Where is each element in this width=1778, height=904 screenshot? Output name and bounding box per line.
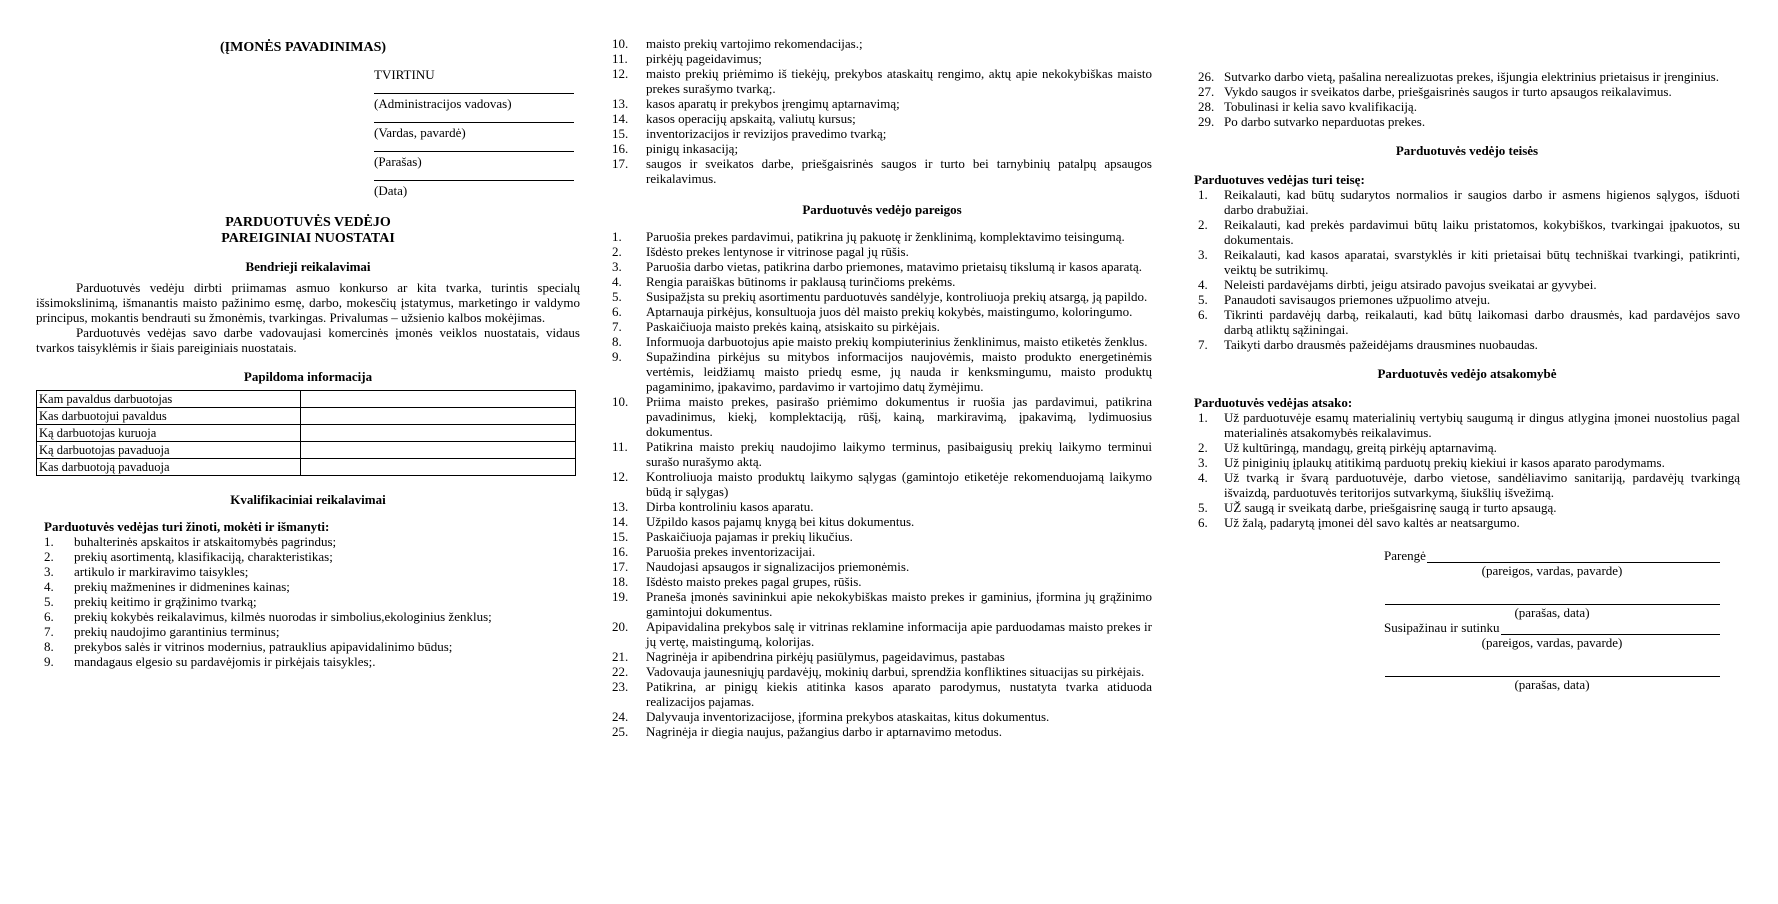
list-item-number: 3. (612, 259, 622, 274)
list-item-text: Supažindina pirkėjus su mitybos informacijos naujovėmis, maisto produkto energetinėmis vertėmis, leidžiamų maisto priedų esme, jų nauda ir kenksmingumu, maisto produktų pagaminimo, įpakavimo, pardavimo ir vartojimo datų žymėjimu. (646, 349, 1152, 394)
list-item-text: Už kultūringą, mandagų, greitą pirkėjų aptarnavimą. (1224, 440, 1497, 455)
list-item-number: 1. (44, 534, 54, 549)
list-item-text: pinigų inkasaciją; (646, 141, 739, 156)
list-item-number: 28. (1198, 99, 1215, 114)
list-item-number: 1. (612, 229, 622, 244)
list-item-text: pirkėjų pageidavimus; (646, 51, 762, 66)
list-item-text: Vykdo saugos ir sveikatos darbe, priešgaisrinės saugos ir turto apsaugos reikalavimus. (1224, 84, 1672, 99)
list-item-number: 1. (1198, 187, 1208, 202)
signature-line (1384, 662, 1720, 677)
qualification-list-continued (612, 36, 1152, 186)
list-item-text: Taikyti darbo drausmės pažeidėjams drausmines nuobaudas. (1224, 337, 1538, 352)
list-item-text: Sutvarko darbo vietą, pašalina nerealizuotas prekes, išjungia elektrinius prietaisus ir įrenginius. (1224, 69, 1719, 84)
table-row (37, 442, 576, 459)
table-cell-empty (301, 459, 576, 476)
additional-info-table (36, 390, 576, 476)
list-item-text: Reikalauti, kad kasos aparatai, svarstyklės ir kiti prietaisai būtų techniškai tvarkingi, patikrinti, veiktų be sutrikimų. (1224, 247, 1740, 277)
list-item-number: 4. (44, 579, 54, 594)
list-item (612, 574, 1152, 589)
list-item-number: 8. (44, 639, 54, 654)
list-item (612, 529, 1152, 544)
list-item (36, 594, 580, 609)
rights-subheading: Parduotuves vedėjas turi teisę: (1194, 172, 1365, 187)
list-item (612, 244, 1152, 259)
signature-line-acquainted (1384, 620, 1720, 635)
list-item-number: 10. (612, 36, 629, 51)
list-item-text: prekybos salės ir vitrinos modernius, patrauklius apipavidalinimo būdus; (74, 639, 453, 654)
list-item (1194, 247, 1740, 277)
list-item (612, 649, 1152, 664)
list-item-number: 4. (612, 274, 622, 289)
list-item-text: Nagrinėja ir diegia naujus, pažangius darbo ir aptarnavimo metodus. (646, 724, 1002, 739)
list-item (612, 724, 1152, 739)
list-item-number: 24. (612, 709, 629, 724)
column-2 (612, 36, 1152, 739)
list-item-number: 5. (1198, 292, 1208, 307)
list-item-text: Rengia paraiškas būtinoms ir paklausą turinčioms prekėms. (646, 274, 956, 289)
list-item (612, 319, 1152, 334)
list-item-number: 14. (612, 111, 629, 126)
list-item-number: 14. (612, 514, 629, 529)
list-item-text: Aptarnauja pirkėjus, konsultuoja juos dėl maisto prekių kokybės, maistingumo, koloringumo. (646, 304, 1133, 319)
title-line: PARDUOTUVĖS VEDĖJO (225, 215, 391, 230)
list-item-number: 5. (1198, 500, 1208, 515)
list-item (612, 439, 1152, 469)
list-item (612, 289, 1152, 304)
list-item-text: Dalyvauja inventorizacijose, įformina prekybos ataskaitas, kitus dokumentus. (646, 709, 1050, 724)
list-item-number: 5. (612, 289, 622, 304)
list-item-text: Išdėsto maisto prekes pagal grupes, rūšis. (646, 574, 862, 589)
list-item-number: 2. (1198, 440, 1208, 455)
prepared-label: Parengė (1384, 548, 1426, 563)
general-paragraph-1: Parduotuvės vedėju dirbti priimamas asmuo konkurso ar kita tvarka, turintis specialų išsimokslinimą, išmanantis maisto pažinimo esmę, darbo, mokesčių įstatymus, marketingo ir valdymo principus, mokantis bendrauti su žmonėmis, tvarkingas. Privalumas – užsienio kalbos mokėjimas. (36, 280, 580, 325)
signature-line-prepared (1384, 548, 1720, 563)
list-item-text: artikulo ir markiravimo taisykles; (74, 564, 249, 579)
list-item (612, 664, 1152, 679)
list-item-number: 11. (612, 51, 628, 66)
table-cell: Kas darbuotojui pavaldus (37, 408, 301, 425)
signature-caption: (parašas, data) (1514, 677, 1590, 692)
list-item (1194, 84, 1740, 99)
list-item-number: 12. (612, 469, 629, 484)
list-item (612, 96, 1152, 111)
list-item (36, 564, 580, 579)
list-item-number: 8. (612, 334, 622, 349)
approve-label: TVIRTINU (374, 67, 435, 82)
list-item (1194, 337, 1740, 352)
list-item-number: 16. (612, 141, 629, 156)
list-item-text: Už tvarką ir švarą parduotuvėje, darbo vietose, sandėliavimo sanitariją, pardavėjų tvarkingą išvaizdą, parduotuvės teritorijos sutvarkymą, šiukšlių išvežimą. (1224, 470, 1740, 500)
table-cell: Kam pavaldus darbuotojas (37, 391, 301, 408)
list-item-text: saugos ir sveikatos darbe, priešgaisrinės saugos ir turto bei tarnybinių patalpų apsaugos reikalavimus. (646, 156, 1152, 186)
list-item (36, 609, 580, 624)
list-item-number: 13. (612, 499, 629, 514)
table-cell-empty (301, 391, 576, 408)
signature-caption: (pareigos, vardas, pavarde) (1481, 635, 1623, 650)
list-item (612, 679, 1152, 709)
approval-field: (Data) (374, 180, 574, 199)
list-item-text: Paruošia darbo vietas, patikrina darbo priemones, matavimo prietaisų tikslumą ir kasos aparatą. (646, 259, 1143, 274)
section-heading-duties: Parduotuvės vedėjo pareigos (802, 202, 962, 217)
list-item-text: Susipažįsta su prekių asortimentu parduotuvės sandėlyje, kontroliuoja prekių atsargą, ją papildo. (646, 289, 1148, 304)
list-item-number: 23. (612, 679, 629, 694)
list-item (1194, 114, 1740, 129)
list-item-number: 19. (612, 589, 629, 604)
list-item (612, 709, 1152, 724)
table-cell: Kas darbuotoją pavaduoja (37, 459, 301, 476)
table-row (37, 391, 576, 408)
list-item (1194, 307, 1740, 337)
signature-caption: (parašas, data) (1514, 605, 1590, 620)
list-item-text: Tobulinasi ir kelia savo kvalifikaciją. (1224, 99, 1417, 114)
list-item-number: 12. (612, 66, 629, 81)
list-item (612, 66, 1152, 96)
list-item (612, 559, 1152, 574)
list-item-text: Panaudoti savisaugos priemones užpuolimo atveju. (1224, 292, 1491, 307)
list-item-number: 6. (1198, 515, 1208, 530)
column-3 (1194, 69, 1740, 692)
list-item-text: Patikrina maisto prekių naudojimo laikymo terminus, pasibaigusių prekių laikymo terminui surašo nurašymo aktą. (646, 439, 1152, 469)
list-item-text: Paruošia prekes inventorizacijai. (646, 544, 816, 559)
list-item (612, 141, 1152, 156)
list-item-text: maisto prekių priėmimo iš tiekėjų, prekybos ataskaitų rengimo, aktų apie nekokybiškas maisto prekes surašymo tvarką;. (646, 66, 1152, 96)
list-item (36, 534, 580, 549)
list-item-text: Vadovauja jaunesniųjų pardavėjų, mokinių darbui, sprendžia konfliktines situacijas su pirkėjais. (646, 664, 1145, 679)
list-item-text: Nagrinėja ir apibendrina pirkėjų pasiūlymus, pageidavimus, pastabas (646, 649, 1005, 664)
list-item (612, 51, 1152, 66)
list-item-number: 3. (1198, 247, 1208, 262)
list-item (1194, 500, 1740, 515)
document-title (36, 215, 580, 247)
approval-field: (Vardas, pavardė) (374, 122, 574, 141)
list-item-number: 27. (1198, 84, 1215, 99)
list-item (36, 639, 580, 654)
approval-block (374, 67, 574, 199)
table-cell: Ką darbuotojas pavaduoja (37, 442, 301, 459)
table-cell-empty (301, 425, 576, 442)
list-item-text: Kontroliuoja maisto produktų laikymo sąlygas (gamintojo etiketėje rekomenduojamą laikymo būdą ir sąlygas) (646, 469, 1152, 499)
list-item-text: Patikrina, ar pinigų kiekis atitinka kasos aparato parodymus, nustatyta tvarka atiduoda realizacijos pajamas. (646, 679, 1152, 709)
list-item-number: 10. (612, 394, 629, 409)
list-item-number: 13. (612, 96, 629, 111)
duties-list-continued (1194, 69, 1740, 129)
list-item-text: prekių keitimo ir grąžinimo tvarką; (74, 594, 257, 609)
list-item (1194, 515, 1740, 530)
list-item-number: 22. (612, 664, 629, 679)
list-item-number: 2. (44, 549, 54, 564)
list-item-number: 26. (1198, 69, 1215, 84)
list-item-text: Reikalauti, kad būtų sudarytos normalios ir saugios darbo ir asmens higienos sąlygos, išduoti darbo drabužiai. (1224, 187, 1740, 217)
list-item-text: prekių kokybės reikalavimus, kilmės nuorodas ir simbolius,ekologinius ženklus; (74, 609, 492, 624)
list-item-text: Už piniginių įplaukų atitikimą parduotų prekių kiekiui ir kasos aparato parodymams. (1224, 455, 1665, 470)
list-item-text: prekių mažmenines ir didmenines kainas; (74, 579, 290, 594)
list-item (1194, 470, 1740, 500)
general-paragraph-2: Parduotuvės vedėjas savo darbe vadovaujasi komercinės įmonės veiklos nuostatais, vidaus tvarkos taisyklėmis ir šiais pareiginiais nuostatais. (36, 325, 580, 355)
list-item-text: Už parduotuvėje esamų materialinių vertybių saugumą ir dingus atlygina įmonei nuostolius pagal materialinės atsakomybės reikalavimus. (1224, 410, 1740, 440)
list-item-number: 6. (612, 304, 622, 319)
list-item-text: kasos aparatų ir prekybos įrengimų aptarnavimą; (646, 96, 900, 111)
list-item-number: 7. (612, 319, 622, 334)
list-item-text: Po darbo sutvarko neparduotas prekes. (1224, 114, 1426, 129)
list-item (612, 544, 1152, 559)
list-item (612, 111, 1152, 126)
list-item-text: Neleisti pardavėjams dirbti, jeigu atsirado pavojus sveikatai ar gyvybei. (1224, 277, 1597, 292)
list-item-number: 6. (1198, 307, 1208, 322)
qualification-list (36, 534, 580, 669)
list-item (36, 549, 580, 564)
list-item (1194, 99, 1740, 114)
list-item-text: UŽ saugą ir sveikatą darbe, priešgaisrinę saugą ir turto apsaugą. (1224, 500, 1557, 515)
list-item (36, 579, 580, 594)
list-item-number: 17. (612, 559, 629, 574)
list-item (612, 304, 1152, 319)
list-item-text: Informuoja darbuotojus apie maisto prekių kompiuterinius ženklinimus, maisto etiketės ženklus. (646, 334, 1148, 349)
list-item-text: maisto prekių vartojimo rekomendacijas.; (646, 36, 863, 51)
list-item-number: 3. (1198, 455, 1208, 470)
list-item-number: 11. (612, 439, 628, 454)
list-item (612, 469, 1152, 499)
list-item-text: Paskaičiuoja pajamas ir prekių likučius. (646, 529, 853, 544)
list-item (612, 334, 1152, 349)
list-item-text: Naudojasi apsaugos ir signalizacijos priemonėmis. (646, 559, 910, 574)
list-item-text: Už žalą, padarytą įmonei dėl savo kaltės ar neatsargumo. (1224, 515, 1520, 530)
rights-list (1194, 187, 1740, 352)
list-item-number: 4. (1198, 470, 1208, 485)
list-item (612, 589, 1152, 619)
list-item-text: prekių naudojimo garantinius terminus; (74, 624, 280, 639)
list-item-number: 9. (612, 349, 622, 364)
list-item-text: Praneša įmonės savininkui apie nekokybiškas maisto prekes ir gaminius, įformina jų grąžinimo gamintojui dokumentus. (646, 589, 1152, 619)
table-cell-empty (301, 442, 576, 459)
section-heading-responsibility: Parduotuvės vedėjo atsakomybė (1377, 366, 1557, 381)
list-item-number: 16. (612, 544, 629, 559)
list-item (1194, 277, 1740, 292)
table-row (37, 459, 576, 476)
list-item-number: 20. (612, 619, 629, 634)
signature-caption: (pareigos, vardas, pavarde) (1481, 563, 1623, 578)
list-item (1194, 440, 1740, 455)
list-item-number: 9. (44, 654, 54, 669)
responsibility-list (1194, 410, 1740, 530)
list-item (1194, 217, 1740, 247)
signature-line (1384, 590, 1720, 605)
list-item (36, 654, 580, 669)
section-heading-additional: Papildoma informacija (243, 369, 373, 384)
list-item-number: 15. (612, 529, 629, 544)
list-item-number: 7. (44, 624, 54, 639)
list-item (612, 259, 1152, 274)
table-cell-empty (301, 408, 576, 425)
list-item-text: Išdėsto prekes lentynose ir vitrinose pagal jų rūšis. (646, 244, 909, 259)
list-item-number: 5. (44, 594, 54, 609)
signature-block (1384, 548, 1720, 692)
list-item-number: 21. (612, 649, 629, 664)
list-item (612, 229, 1152, 244)
list-item (612, 36, 1152, 51)
list-item (1194, 455, 1740, 470)
list-item-number: 25. (612, 724, 629, 739)
list-item (612, 394, 1152, 439)
list-item-number: 15. (612, 126, 629, 141)
list-item-number: 6. (44, 609, 54, 624)
list-item-number: 7. (1198, 337, 1208, 352)
table-row (37, 408, 576, 425)
duties-list (612, 229, 1152, 739)
table-row (37, 425, 576, 442)
section-heading-rights: Parduotuvės vedėjo teisės (1395, 143, 1539, 158)
list-item-text: Paruošia prekes pardavimui, patikrina jų pakuotę ir ženklinimą, komplektavimo teisingumą. (646, 229, 1125, 244)
list-item-text: Tikrinti pardavėjų darbą, reikalauti, kad būtų laikomasi darbo drausmės, kad pardavėjos savo darbą atliktų sąžiningai. (1224, 307, 1740, 337)
list-item (612, 349, 1152, 394)
list-item-text: buhalterinės apskaitos ir atskaitomybės pagrindus; (74, 534, 337, 549)
list-item (612, 619, 1152, 649)
section-heading-general: Bendrieji reikalavimai (245, 259, 371, 274)
list-item-text: Paskaičiuoja maisto prekės kainą, atsiskaito su pirkėjais. (646, 319, 940, 334)
list-item (612, 499, 1152, 514)
list-item (612, 156, 1152, 186)
list-item (612, 274, 1152, 289)
approval-field: (Parašas) (374, 151, 574, 170)
list-item-number: 2. (1198, 217, 1208, 232)
list-item-text: Užpildo kasos pajamų knygą bei kitus dokumentus. (646, 514, 915, 529)
responsibility-subheading: Parduotuvės vedėjas atsako: (1194, 395, 1353, 410)
list-item (1194, 187, 1740, 217)
list-item-text: Dirba kontroliniu kasos aparatu. (646, 499, 814, 514)
list-item (1194, 410, 1740, 440)
list-item-text: Reikalauti, kad prekės pardavimui būtų laiku pristatomos, kokybiškos, tvarkingai įpakuotos, su dokumentais. (1224, 217, 1740, 247)
list-item-number: 17. (612, 156, 629, 171)
list-item-text: inventorizacijos ir revizijos pravedimo tvarką; (646, 126, 887, 141)
column-1 (36, 0, 580, 669)
list-item-text: mandagaus elgesio su pardavėjomis ir pirkėjais taisykles;. (74, 654, 376, 669)
approval-field: (Administracijos vadovas) (374, 93, 574, 112)
list-item-text: kasos operacijų apskaitą, valiutų kursus; (646, 111, 856, 126)
title-line: PAREIGINIAI NUOSTATAI (221, 231, 395, 246)
list-item (36, 624, 580, 639)
list-item-text: prekių asortimentą, klasifikaciją, charakteristikas; (74, 549, 333, 564)
section-heading-qualification: Kvalifikaciniai reikalavimai (230, 492, 386, 507)
list-item (1194, 292, 1740, 307)
list-item-number: 29. (1198, 114, 1215, 129)
list-item-text: Priima maisto prekes, pasirašo priėmimo dokumentus ir ruošia jas pardavimui, patikrina pavadinimus, kiekį, komplektaciją, rūšį, kainą, markiravimą, įpakavimą, lydimuosius dokumentus. (646, 394, 1152, 439)
list-item-number: 2. (612, 244, 622, 259)
acquainted-label: Susipažinau ir sutinku (1384, 620, 1500, 635)
list-item-number: 4. (1198, 277, 1208, 292)
list-item (612, 126, 1152, 141)
qualification-subheading: Parduotuvės vedėjas turi žinoti, mokėti ir išmanyti: (44, 519, 330, 534)
company-name: (ĮMONĖS PAVADINIMAS) (220, 40, 387, 55)
list-item-number: 3. (44, 564, 54, 579)
table-cell: Ką darbuotojas kuruoja (37, 425, 301, 442)
list-item-number: 1. (1198, 410, 1208, 425)
list-item (1194, 69, 1740, 84)
list-item (612, 514, 1152, 529)
list-item-text: Apipavidalina prekybos salę ir vitrinas reklamine informacija apie parduodamas maisto prekes ir jų vertę, maistingumą, kolorijas. (646, 619, 1152, 649)
list-item-number: 18. (612, 574, 629, 589)
